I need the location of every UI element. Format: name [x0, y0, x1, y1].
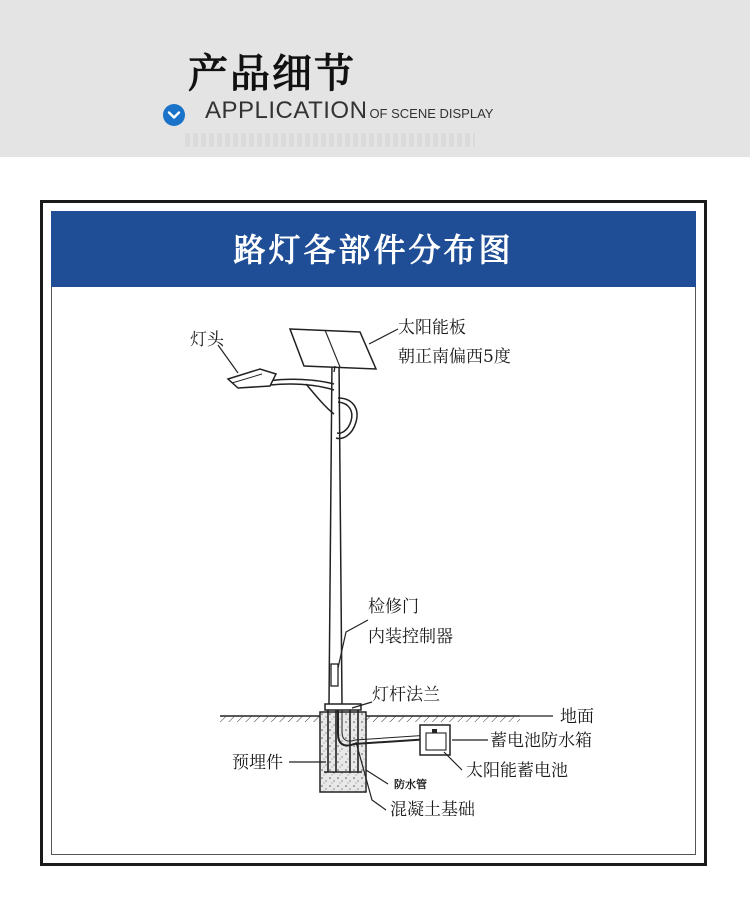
label-battery-box: 蓄电池防水箱 [490, 731, 592, 751]
section-title: 产品细节 [188, 51, 356, 97]
label-solar-panel: 太阳能板 [398, 318, 466, 338]
subtitle-large: APPLICATION [205, 97, 368, 124]
label-waterproof-pipe: 防水管 [394, 778, 427, 791]
label-pole-flange: 灯杆法兰 [372, 685, 440, 705]
ground-line [220, 716, 520, 722]
solar-panel [290, 329, 376, 372]
inspection-door [331, 664, 338, 686]
label-panel-orientation: 朝正南偏西5度 [398, 347, 511, 367]
label-embedded-part: 预埋件 [232, 753, 283, 773]
label-solar-battery: 太阳能蓄电池 [466, 761, 568, 781]
subtitle-small: OF SCENE DISPLAY [369, 106, 494, 121]
label-lamp-head: 灯头 [190, 330, 224, 350]
lamp-arm [268, 379, 357, 438]
lamp-head [228, 369, 276, 388]
label-concrete-foundation: 混凝土基础 [390, 800, 475, 820]
label-inspection-door: 检修门 [368, 597, 419, 617]
battery-box [420, 725, 450, 755]
diagram-title: 路灯各部件分布图 [233, 231, 514, 269]
label-controller: 内装控制器 [368, 627, 453, 647]
label-ground: 地面 [560, 707, 594, 727]
